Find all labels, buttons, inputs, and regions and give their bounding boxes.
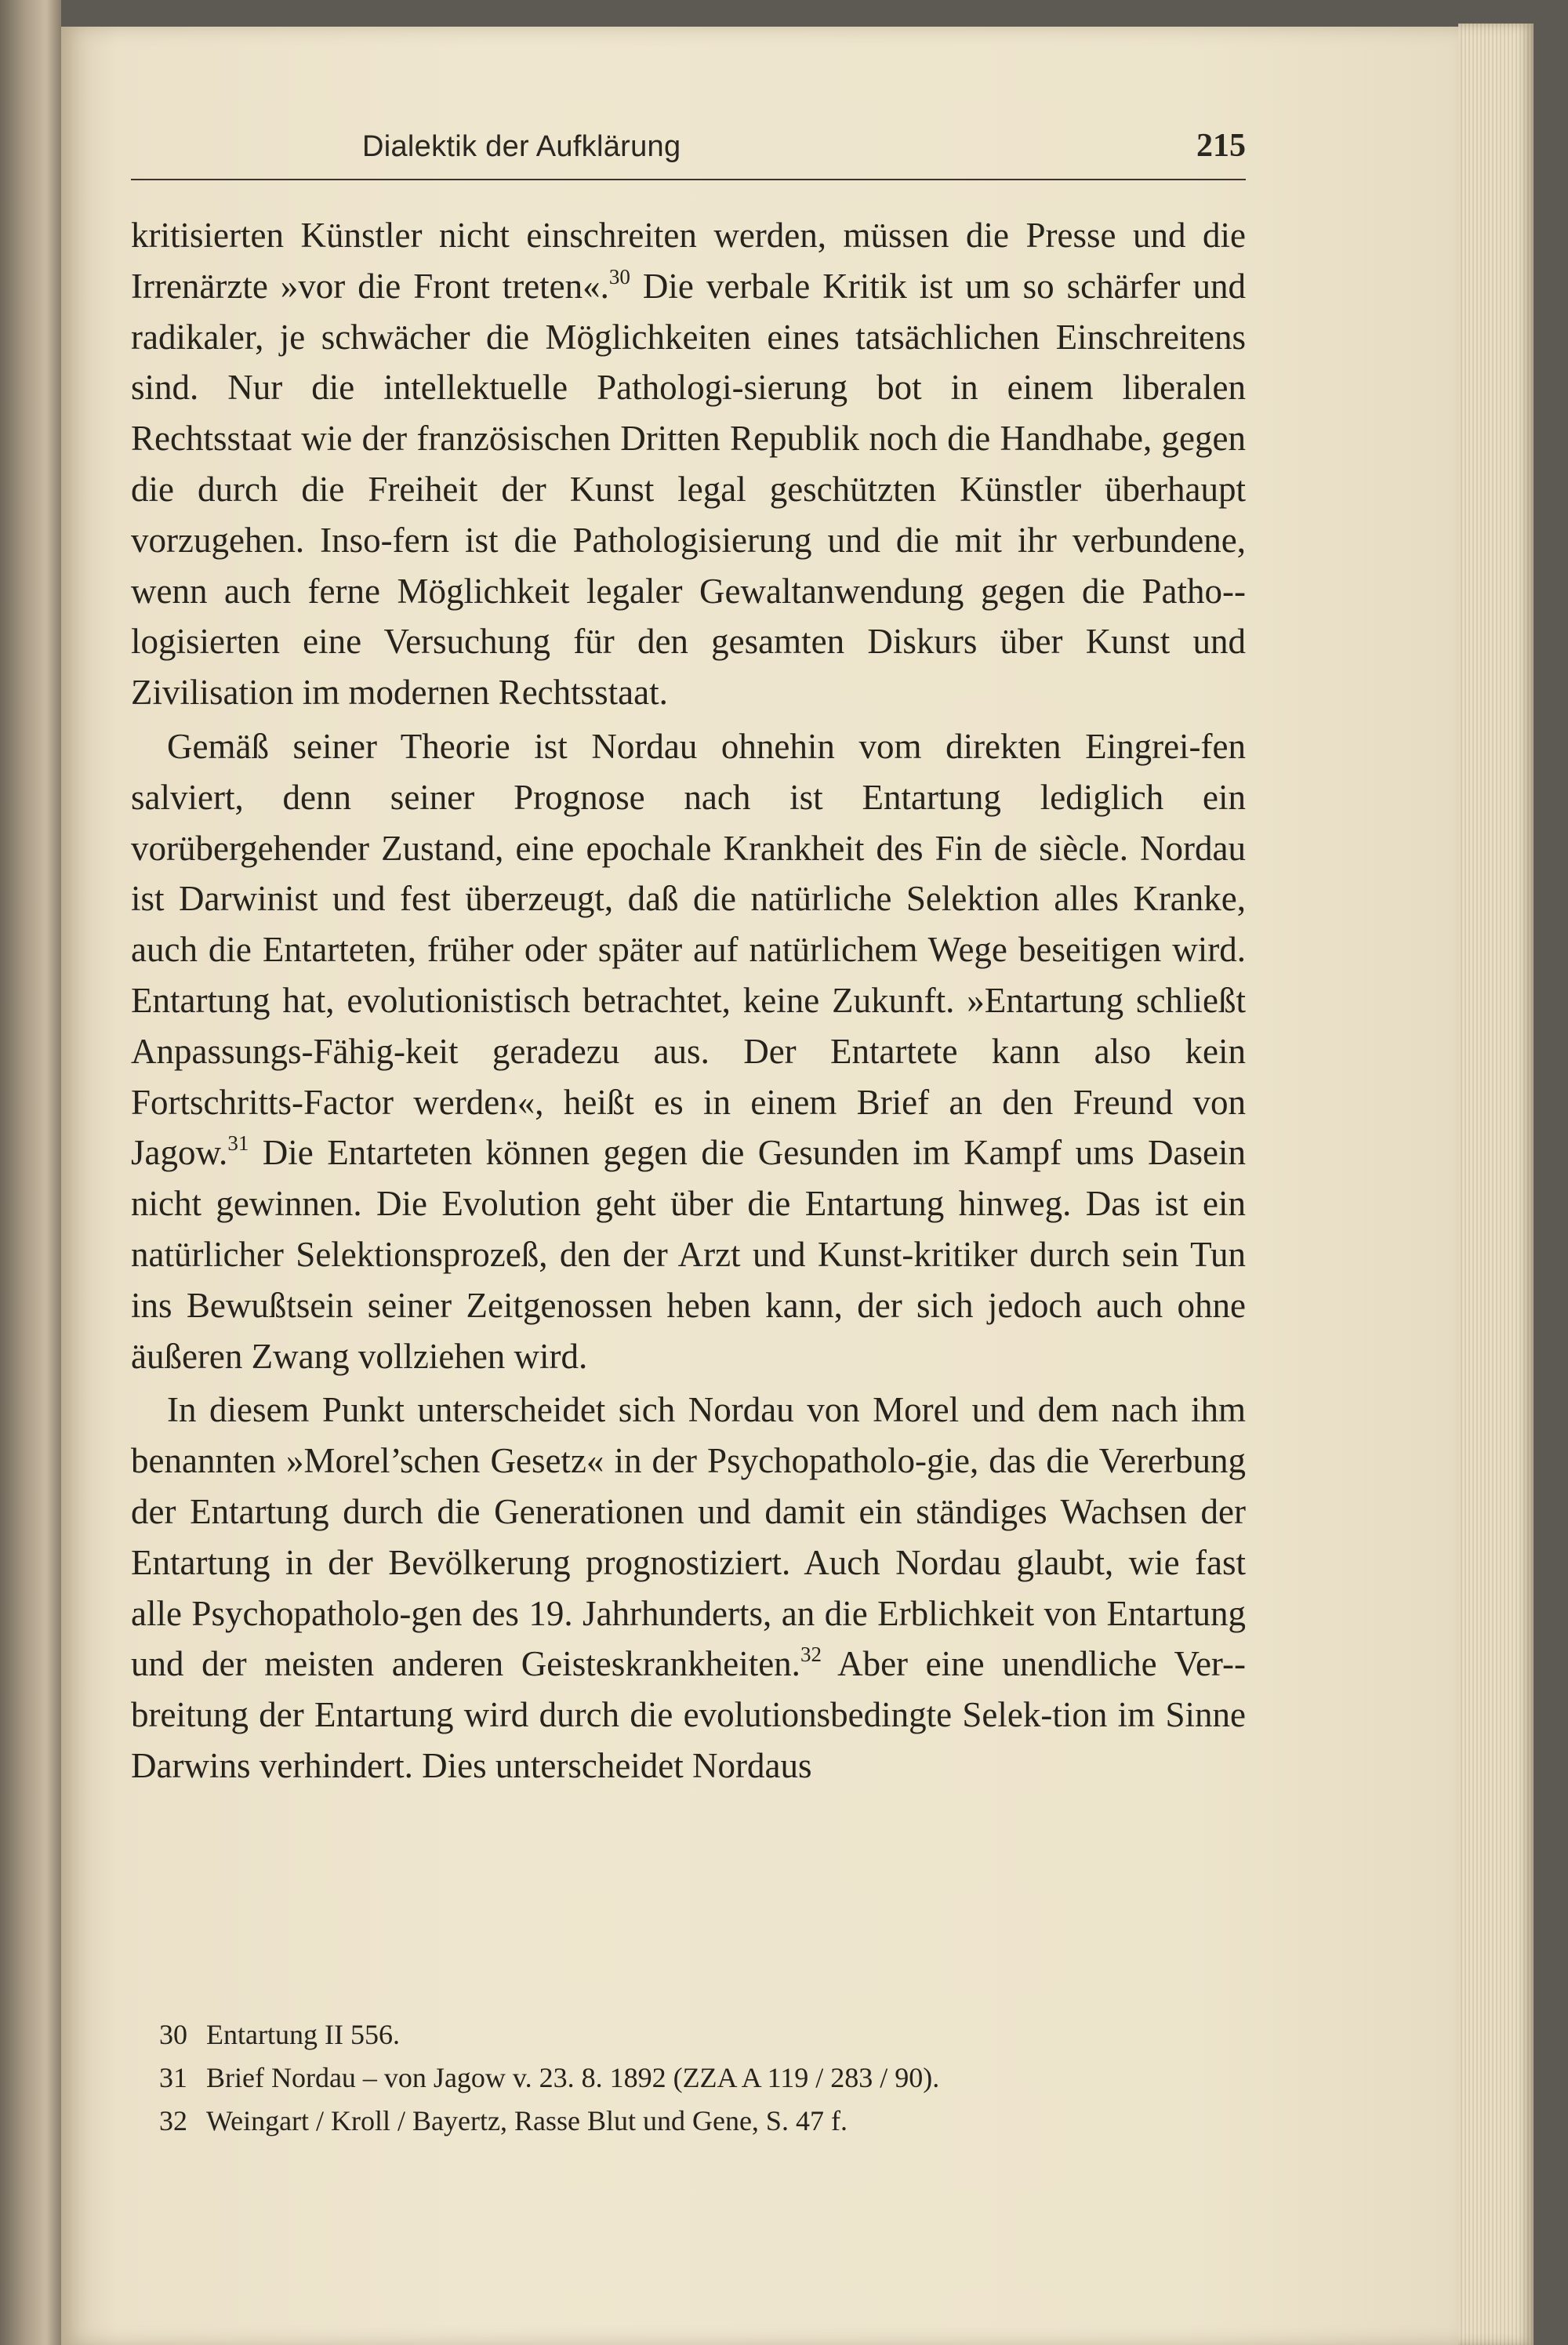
paragraph-text: Aber eine unendliche Ver-breitung der Entartung wird durch die evolutionsbedingte Selek-tion im Sinne Darwins verhindert. Dies unterscheidet Nordaus	[131, 1644, 1246, 1785]
page-header	[131, 124, 1246, 180]
footnote	[159, 2056, 1246, 2100]
page-number: 215	[1196, 128, 1246, 164]
footnote-reference: 32	[800, 1643, 822, 1667]
footnote-text: Weingart / Kroll / Bayertz, Rasse Blut und Gene, S. 47 f.	[206, 2105, 848, 2136]
paragraph-text: Die Entarteten können gegen die Gesunden im Kampf ums Dasein nicht gewinnen. Die Evolution geht über die Entartung hinweg. Das ist ein natürlicher Selektionsprozeß, den der Arzt und Kunst-kritiker durch sein Tun ins Bewußtsein seiner Zeitgenossen heben kann, der sich jedoch auch ohne äußeren Zwang vollziehen wird.	[131, 1133, 1246, 1376]
paragraph-text: In diesem Punkt unterscheidet sich Nordau von Morel und dem nach ihm benannten »Morel’schen Gesetz« in der Psychopatholo-gie, das die Vererbung der Entartung durch die Generationen und damit ein ständiges Wachsen der Entartung in der Bevölkerung prognostiziert. Auch Nordau glaubt, wie fast alle Psychopatholo-gen des 19. Jahrhunderts, an die Erblichkeit von Entartung und der meisten anderen Geisteskrankheiten.	[131, 1390, 1246, 1684]
footnote-number: 30	[159, 2019, 187, 2050]
paragraph-text: Die verbale Kritik ist um so schärfer und radikaler, je schwächer die Möglichkeiten eines tatsächlichen Einschreitens sind. Nur die intellektuelle Pathologi-sierung bot in einem liberalen Rechtsstaat wie der französischen Dritten Republik noch die Handhabe, gegen die durch die Freiheit der Kunst legal geschützten Künstler überhaupt vorzugehen. Inso-fern ist die Pathologisierung und die mit ihr verbundene, wenn auch ferne Möglichkeit legaler Gewaltanwendung gegen die Patho-logisierten eine Versuchung für den gesamten Diskurs über Kunst und Zivilisation im modernen Rechtsstaat.	[131, 266, 1246, 713]
footnote	[159, 2100, 1246, 2143]
footnote-reference: 30	[608, 264, 630, 289]
footnote-text: Entartung II 556.	[206, 2019, 400, 2050]
paragraph	[131, 1385, 1246, 1791]
running-title: Dialektik der Aufklärung	[362, 130, 681, 163]
paragraph	[131, 210, 1246, 718]
page-stack-edge	[1458, 24, 1534, 2345]
paragraph	[131, 721, 1246, 1381]
footnotes	[159, 2013, 1246, 2143]
footnote	[159, 2013, 1246, 2056]
previous-page-edge	[0, 0, 61, 2345]
footnote-text: Brief Nordau – von Jagow v. 23. 8. 1892 (ZZA A 119 / 283 / 90).	[206, 2062, 940, 2093]
paragraph-text: kritisierten Künstler nicht einschreiten werden, müssen die Presse und die Irrenärzte »vor die Front treten«.	[131, 216, 1246, 306]
body-text	[131, 210, 1246, 1795]
footnote-number: 32	[159, 2105, 187, 2136]
footnote-reference: 31	[227, 1131, 249, 1156]
paragraph-text: Gemäß seiner Theorie ist Nordau ohnehin vom direkten Eingrei-fen salviert, denn seiner Prognose nach ist Entartung lediglich ein vorübergehender Zustand, eine epochale Krankheit des Fin de siècle. Nordau ist Darwinist und fest überzeugt, daß die natürliche Selektion alles Kranke, auch die Entarteten, früher oder später auf natürlichem Wege beseitigen wird. Entartung hat, evolutionistisch betrachtet, keine Zukunft. »Entartung schließt Anpassungs-Fähig-keit geradezu aus. Der Entartete kann also kein Fortschritts-Factor werden«, heißt es in einem Brief an den Freund von Jagow.	[131, 726, 1246, 1173]
footnote-number: 31	[159, 2062, 187, 2093]
